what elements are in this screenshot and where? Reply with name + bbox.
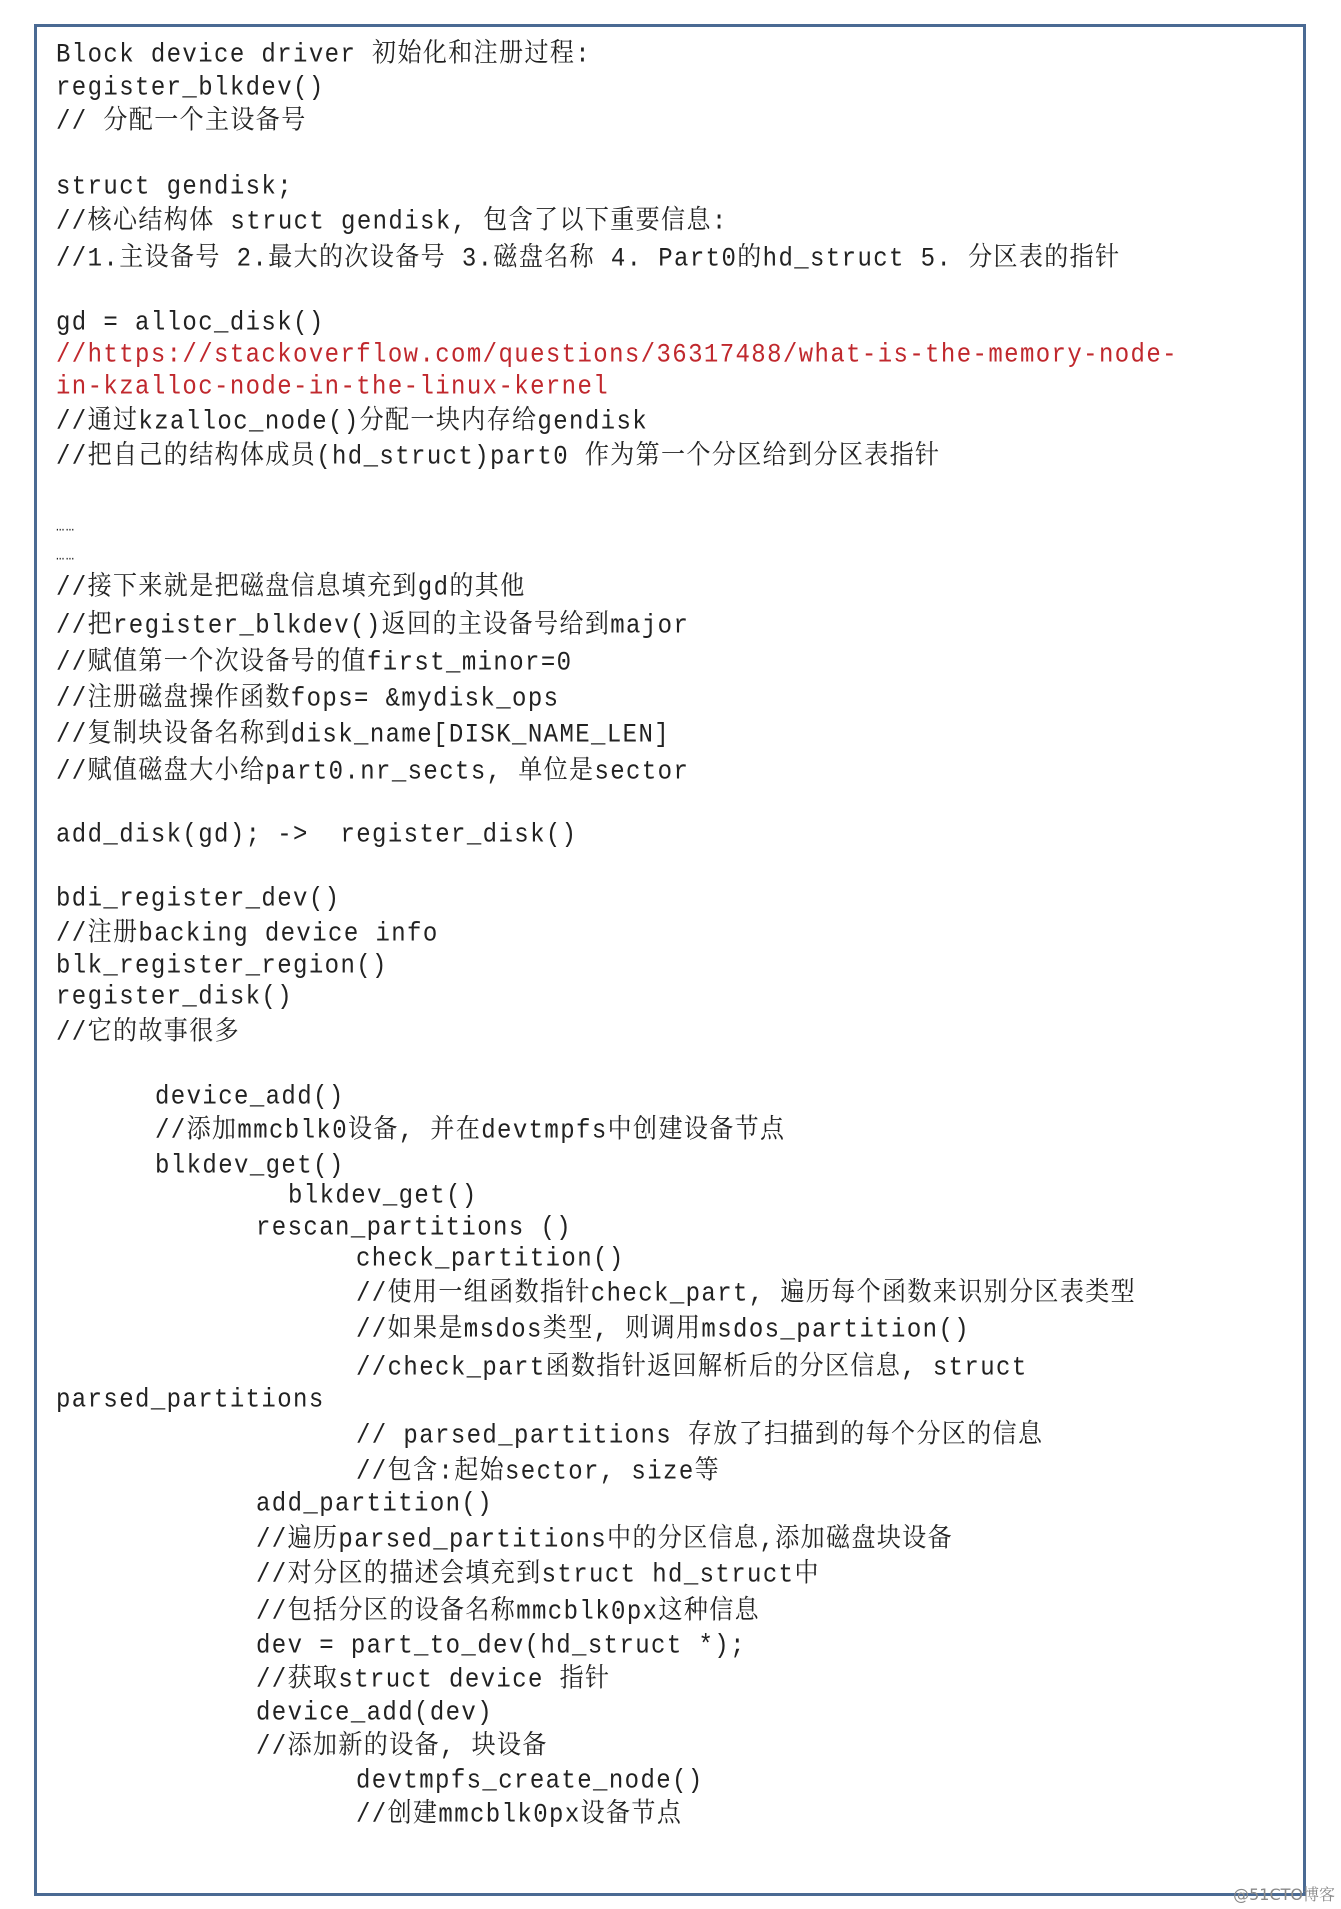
code-line: blkdev_get() — [155, 1151, 345, 1182]
code-line: //赋值磁盘大小给part0.nr_sects, 单位是sector — [56, 757, 690, 788]
code-line: //复制块设备名称到disk_name[DISK_NAME_LEN] — [56, 720, 671, 751]
code-line: //注册磁盘操作函数fops= &mydisk_ops — [56, 684, 560, 715]
code-line: check_partition() — [356, 1244, 625, 1275]
code-line: // 分配一个主设备号 — [56, 107, 307, 138]
code-line: blkdev_get() — [288, 1181, 478, 1212]
code-line: bdi_register_dev() — [56, 884, 341, 915]
code-line: //1.主设备号 2.最大的次设备号 3.磁盘名称 4. Part0的hd_struct 5. 分区表的指针 — [56, 244, 1121, 275]
code-line: Block device driver 初始化和注册过程: — [56, 40, 592, 71]
code-line: //把自己的结构体成员(hd_struct)part0 作为第一个分区给到分区表指针 — [56, 442, 941, 473]
code-line: devtmpfs_create_node() — [356, 1766, 704, 1797]
code-line: register_disk() — [56, 982, 294, 1013]
code-line: //包含:起始sector, size等 — [356, 1457, 721, 1488]
code-line: //如果是msdos类型, 则调用msdos_partition() — [356, 1315, 971, 1346]
code-line: //通过kzalloc_node()分配一块内存给gendisk — [56, 407, 649, 438]
watermark: @51CTO博客 — [1233, 1885, 1335, 1904]
code-line: struct gendisk; — [56, 172, 294, 203]
code-line: //使用一组函数指针check_part, 遍历每个函数来识别分区表类型 — [356, 1279, 1137, 1310]
ellipsis-line: …… — [56, 518, 76, 536]
code-line: //把register_blkdev()返回的主设备号给到major — [56, 611, 690, 642]
code-line: //遍历parsed_partitions中的分区信息,添加磁盘块设备 — [256, 1525, 954, 1556]
code-line: //赋值第一个次设备号的值first_minor=0 — [56, 648, 573, 679]
stackoverflow-link-continued[interactable]: in-kzalloc-node-in-the-linux-kernel — [56, 372, 610, 403]
ellipsis-line: …… — [56, 547, 76, 565]
code-line: register_blkdev() — [56, 73, 325, 104]
stackoverflow-link[interactable]: //https://stackoverflow.com/questions/36317488/what-is-the-memory-node- — [56, 340, 1178, 371]
code-line: //添加新的设备, 块设备 — [256, 1732, 548, 1763]
code-line: //它的故事很多 — [56, 1018, 241, 1049]
code-line: //注册backing device info — [56, 919, 439, 950]
code-line: gd = alloc_disk() — [56, 308, 325, 339]
code-line: //创建mmcblk0px设备节点 — [356, 1800, 683, 1831]
code-line: blk_register_region() — [56, 951, 388, 982]
code-line: //包括分区的设备名称mmcblk0px这种信息 — [256, 1597, 761, 1628]
code-line: //接下来就是把磁盘信息填充到gd的其他 — [56, 573, 526, 604]
code-line: parsed_partitions — [56, 1385, 325, 1416]
code-line: device_add() — [155, 1082, 345, 1113]
code-line: //添加mmcblk0设备, 并在devtmpfs中创建设备节点 — [155, 1116, 786, 1147]
code-line: // parsed_partitions 存放了扫描到的每个分区的信息 — [356, 1421, 1044, 1452]
code-line: device_add(dev) — [256, 1698, 494, 1729]
code-line: //核心结构体 struct gendisk, 包含了以下重要信息: — [56, 207, 728, 238]
code-line: //对分区的描述会填充到struct hd_struct中 — [256, 1560, 820, 1591]
code-line: //获取struct device 指针 — [256, 1665, 611, 1696]
code-line: add_disk(gd); -> register_disk() — [56, 820, 578, 851]
code-line: dev = part_to_dev(hd_struct *); — [256, 1631, 746, 1662]
code-line: add_partition() — [256, 1489, 494, 1520]
code-line: rescan_partitions () — [256, 1213, 573, 1244]
code-line: //check_part函数指针返回解析后的分区信息, struct — [356, 1353, 1028, 1384]
